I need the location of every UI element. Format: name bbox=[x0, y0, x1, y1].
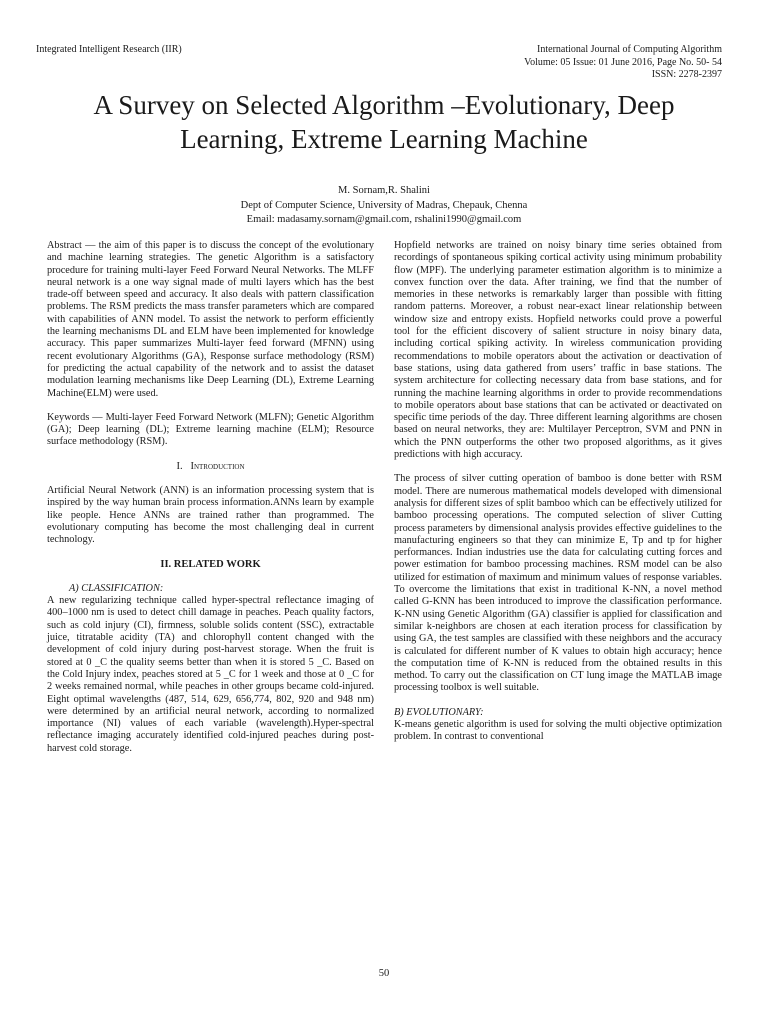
author-block bbox=[80, 184, 688, 228]
abstract: Abstract — the aim of this paper is to discuss the concept of the evolutionary and machine learning strategies. The genetic Algorithm is a satisfactory procedure for training multi-layer Feed Forward Neural Networks. The MLFF neural network is a one way signal made of multi layers which has the best trade-off between speed and accuracy. It also deals with pattern classification problems. The RSM predicts the mass transfer parameters which are compared with capabilities of ANN model. To assist the network to perform efficiently the learning mechanisms DL and ELM have been implemented for knowledge accuracy. This paper summarizes Multi-layer feed forward (MFNN) using recent evolutionary Algorithms (GA), Response surface methodology (RSM) for predicting the actual capability of the network and to assist the dataset modulation learning mechanisms like Deep Learning (DL), Extreme Learning Machine(ELM) were used. bbox=[47, 240, 374, 399]
journal-issn: ISSN: 2278-2397 bbox=[651, 69, 722, 80]
subsection-evolutionary: B) EVOLUTIONARY: bbox=[394, 706, 484, 718]
paper-title bbox=[30, 88, 738, 156]
bamboo-paragraph: The process of silver cutting operation of bamboo is done better with RSM model. There are numerous mathematical models developed with dimensional analysis for different sizes of split bamboo which can be effectively utilized for bamboo processing operations. The computed selection of sliver Cutting process parameters by dimensional analysis provides effective guidelines to the manufacturing engineers so that they can minimize E, Tp and tp for higher performances. Indian industries use the data for calculating cutting forces and power estimation for bamboo processing machines. RSM model can be also utilized for estimation of maximum and minimum values of response variables. To overcome the limitations that exist in traditional K-NN, a novel method called G-KNN has been introduced to improve the classification performance. K-NN using Genetic Algorithm (GA) classifier is applied for classification and similar k-neighbors are chosen at each iteration process for classification by using GA, the test samples are classified with these neighbors and the accuracy is calculated for different number of K values to obtain high accuracy; hence the computation time of K-NN is reduced from the obtained results in this method. To carry out the classification on CT lung image the MATLAB image processing toolbox is well suitable. bbox=[394, 473, 722, 694]
right-column bbox=[394, 240, 722, 744]
left-column bbox=[47, 240, 374, 755]
page-number: 50 bbox=[378, 968, 390, 979]
journal-publisher: Integrated Intelligent Research (IIR) bbox=[36, 44, 182, 55]
keywords: Keywords — Multi-layer Feed Forward Network (MLFN); Genetic Algorithm (GA); Deep learning (DL); Extreme learning machine (ELM); Resource surface methodology (RSM). bbox=[47, 411, 374, 448]
author-names: M. Sornam,R. Shalini bbox=[338, 185, 430, 196]
author-affiliation: Dept of Computer Science, University of Madras, Chepauk, Chenna bbox=[240, 199, 528, 211]
journal-info bbox=[524, 44, 722, 82]
hopfield-paragraph: Hopfield networks are trained on noisy binary time series obtained from recordings of spontaneous spiking cortical activity using minimum probability flow (MPF). The underlying parameter estimation algorithm is to minimize a convex function over the data. After training, we find that the number of memories in these networks is remarkably larger than possible with fitting random patterns. Moreover, a robust near-exact linear relationship between window size and entropy exists. Hopfield networks could prove a powerful tool for the efficient discovery of salient structure in noisy binary data, including cortical spiking activity. In wireless communication providing recommendations to mobile operators about the activation or deactivation of base stations, using data gathered from users’ traffic in base stations. The system architecture for collecting necessary data from base stations, and for running the machine learning algorithms in order to provide recommendations to mobile operators about base stations that can be activated or deactivated on specific time periods of the day. Three different learning algorithms are chosen based on neural networks, they are: Multilayer Perceptron, SVM and PNN in which the PNN outperforms the other two proposed algorithms, as it gives predictions with high accuracy. bbox=[394, 240, 722, 461]
section-title: Introduction bbox=[190, 460, 245, 472]
paper-title-line-1: A Survey on Selected Algorithm –Evolutionary, Deep bbox=[93, 90, 675, 120]
evolutionary-text: K-means genetic algorithm is used for solving the multi objective optimization problem. In contrast to conventional bbox=[394, 718, 722, 743]
section-heading-introduction bbox=[47, 461, 374, 473]
section-number: I. bbox=[176, 460, 183, 472]
paper-title-line-2: Learning, Extreme Learning Machine bbox=[180, 124, 588, 154]
journal-volume: Volume: 05 Issue: 01 June 2016, Page No. 50- 54 bbox=[524, 56, 722, 68]
introduction-text: Artificial Neural Network (ANN) is an information processing system that is inspired by the way human brain process information.ANNs learn by example like people. Hence ANNs are trained rather than programmed. The evolutionary computing has become the most challenging deal in current technology. bbox=[47, 485, 374, 546]
classification-text: A new regularizing technique called hyper-spectral reflectance imaging of 400–1000 nm is used to detect chill damage in peaches. Peach quality factors, such as cold injury (CI), firmness, soluble solids content (SSC), extractable juice, titratable acidity (TA) and chlorophyll content changed with the development of cold injury during post-harvest storage. When the fruit is stored at 0 _C the quality seems better than when it is stored 5 _C. Based on the Cold Injury index, peaches stored at 5 _C for 1 week and those at 0 _C for 2 weeks remained normal, while peaches in other groups became cold-injured. Eight optimal wavelengths (487, 514, 629, 656,774, 802, 920 and 948 nm) were determined by an artificial neural network, according to normalized importance (NI) values of each variable (wavelength).Hyper-spectral reflectance imaging accurately identified cold-injured peaches during post-harvest cold storage. bbox=[47, 595, 374, 754]
author-email: Email: madasamy.sornam@gmail.com, rshalini1990@gmail.com bbox=[246, 214, 522, 225]
section-heading-related-work: II. RELATED WORK bbox=[160, 558, 261, 570]
journal-name: International Journal of Computing Algorithm bbox=[537, 44, 722, 55]
subsection-classification: A) CLASSIFICATION: bbox=[69, 582, 164, 594]
